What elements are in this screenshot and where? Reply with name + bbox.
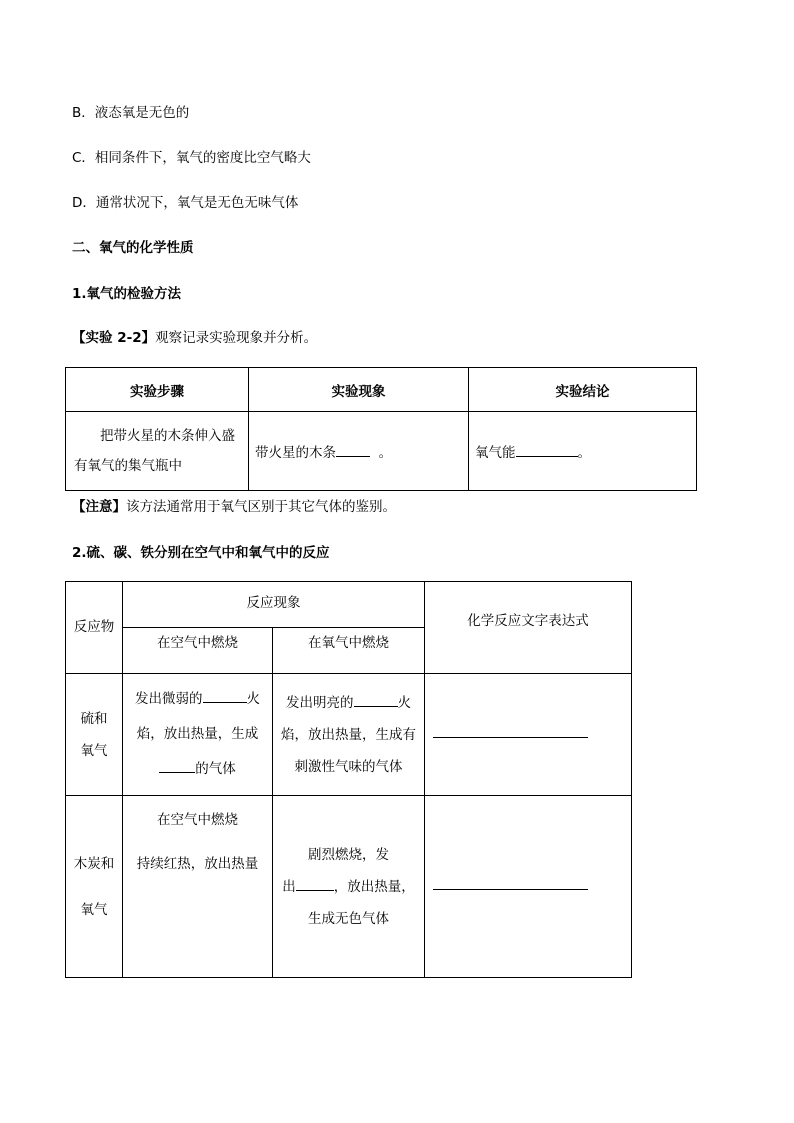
cell-sulfur-air xyxy=(123,674,273,796)
phenomenon-suffix: 。 xyxy=(378,445,393,461)
carbon-oxygen-text-2: ，放出热量， xyxy=(333,878,415,895)
sulfur-oxygen-line-3: 刺激性气味的气体 xyxy=(294,758,403,775)
cell-reactant-carbon xyxy=(66,796,123,978)
experiment-intro xyxy=(72,329,317,347)
note-tag: 【注意】 xyxy=(72,499,126,515)
sulfur-oxygen-flame-blank[interactable] xyxy=(354,692,398,707)
carbon-oxygen-text-1: 出 xyxy=(282,878,296,895)
cell-sulfur-equation xyxy=(425,674,632,796)
option-d: D．通常状况下，氧气是无色无味气体 xyxy=(72,195,299,211)
sulfur-oxygen-line-1 xyxy=(273,687,424,719)
experiment-table xyxy=(65,367,697,491)
reactant-carbon-line-1: 木炭和 xyxy=(73,855,115,872)
header-reactant: 反应物 xyxy=(66,582,123,674)
cell-carbon-oxygen xyxy=(273,796,425,978)
note-text: 该方法通常用于氧气区别于其它气体的鉴别。 xyxy=(126,499,396,515)
conclusion-suffix: 。 xyxy=(577,445,591,461)
sulfur-air-line-3 xyxy=(123,752,272,787)
reaction-row-sulfur xyxy=(66,674,632,796)
carbon-air-line-1: 在空气中燃烧 xyxy=(157,812,238,828)
sulfur-air-text-2: 火 xyxy=(246,691,260,707)
header-in-oxygen: 在氧气中燃烧 xyxy=(273,628,425,674)
option-b: B．液态氧是无色的 xyxy=(72,105,190,121)
option-c: C．相同条件下，氧气的密度比空气略大 xyxy=(72,150,311,166)
reaction-table xyxy=(65,581,632,978)
header-equation: 化学反应文字表达式 xyxy=(425,582,632,674)
sulfur-oxygen-line-2: 焰，放出热量，生成有 xyxy=(281,726,416,743)
subsection-title-1: 1.氧气的检验方法 xyxy=(72,286,182,302)
reactant-sulfur-line-2: 氧气 xyxy=(80,742,108,759)
conclusion-blank[interactable] xyxy=(516,442,578,457)
experiment-table-row xyxy=(66,412,697,491)
reaction-row-carbon xyxy=(66,796,632,978)
sulfur-air-line-2: 焰，放出热量，生成 xyxy=(136,726,259,742)
header-in-air: 在空气中燃烧 xyxy=(123,628,273,674)
header-phenomenon: 实验现象 xyxy=(249,368,469,412)
cell-carbon-equation xyxy=(425,796,632,978)
carbon-air-line-2: 持续红热，放出热量 xyxy=(136,856,259,872)
experiment-text: 观察记录实验现象并分析。 xyxy=(155,330,318,346)
sulfur-oxygen-text-1: 发出明亮的 xyxy=(286,694,354,711)
header-steps: 实验步骤 xyxy=(66,368,249,412)
reactant-sulfur-line-1: 硫和 xyxy=(80,710,108,727)
cell-sulfur-oxygen xyxy=(273,674,425,796)
step-line-2: 有氧气的集气瓶中 xyxy=(74,458,182,474)
subsection-title-2: 2.硫、碳、铁分别在空气中和氧气中的反应 xyxy=(72,545,330,561)
conclusion-prefix: 氧气能 xyxy=(475,445,516,461)
note xyxy=(72,498,396,516)
experiment-tag: 【实验 2-2】 xyxy=(72,330,156,346)
cell-conclusion xyxy=(469,412,697,491)
reaction-header-row-1 xyxy=(66,582,632,628)
carbon-equation-blank[interactable] xyxy=(433,875,588,890)
phenomenon-prefix: 带火星的木条 xyxy=(255,445,336,461)
cell-phenomenon xyxy=(249,412,469,491)
sulfur-oxygen-text-2: 火 xyxy=(397,694,411,711)
sulfur-air-line-1 xyxy=(123,682,272,717)
cell-carbon-air xyxy=(123,796,273,978)
sulfur-air-text-1: 发出微弱的 xyxy=(135,691,203,707)
header-reaction-phenomenon: 反应现象 xyxy=(123,582,425,628)
sulfur-air-flame-blank[interactable] xyxy=(203,688,247,703)
cell-step xyxy=(66,412,249,491)
phenomenon-blank[interactable] xyxy=(336,442,370,457)
header-conclusion: 实验结论 xyxy=(469,368,697,412)
sulfur-air-text-3: 的气体 xyxy=(195,761,236,777)
carbon-oxygen-line-2 xyxy=(273,871,424,903)
sulfur-equation-blank[interactable] xyxy=(433,723,588,738)
section-title: 二、氧气的化学性质 xyxy=(72,240,194,256)
cell-reactant-sulfur xyxy=(66,674,123,796)
experiment-table-header xyxy=(66,368,697,412)
reactant-carbon-line-2: 氧气 xyxy=(80,901,108,918)
step-line-1: 把带火星的木条伸入盛 xyxy=(100,428,235,444)
sulfur-air-gas-blank[interactable] xyxy=(159,758,195,773)
carbon-oxygen-light-blank[interactable] xyxy=(296,876,334,891)
carbon-oxygen-line-3: 生成无色气体 xyxy=(308,910,389,927)
carbon-oxygen-line-1: 剧烈燃烧，发 xyxy=(308,846,389,863)
